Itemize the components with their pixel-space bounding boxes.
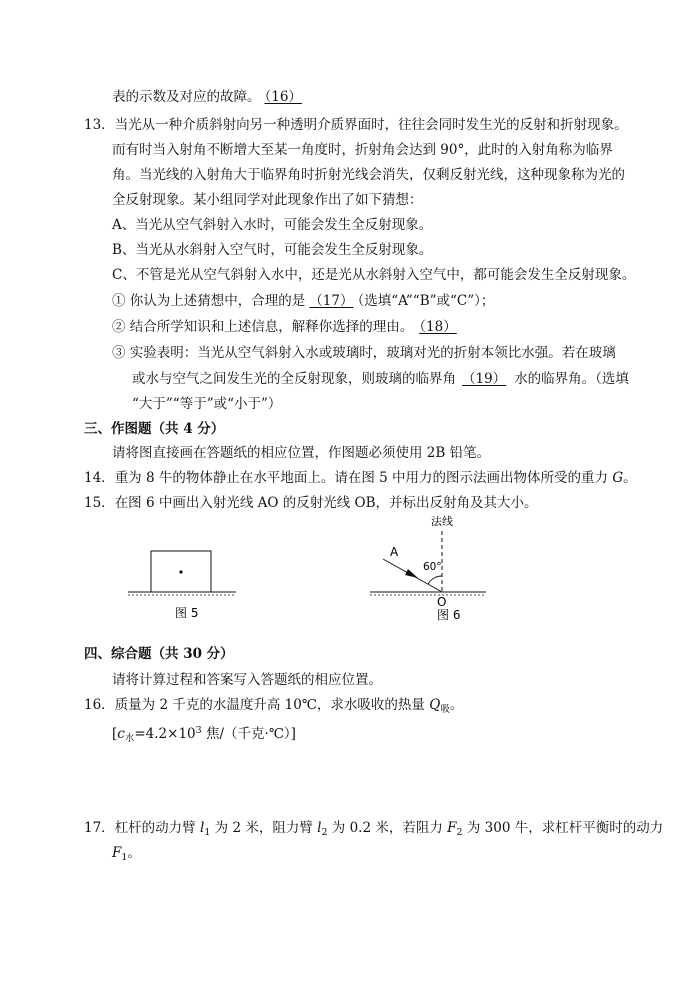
q16-number: 16．: [84, 697, 115, 713]
fig6-ray-arrowhead: [405, 569, 418, 578]
q13-sub-2-text: 结合所学知识和上述信息，解释你选择的理由。: [129, 319, 414, 335]
q12-tail-text: 表的示数及对应的故障。: [112, 89, 261, 105]
q13-sub-3-line-3: “大于”“等于”或“小于”）: [132, 396, 282, 412]
q13-sub-3-text-2: 或水与空气之间发生光的全反射现象，则玻璃的临界角: [132, 371, 456, 387]
q13-sub-3-marker: ③: [112, 345, 126, 361]
fig6-caption: 图 6: [437, 608, 461, 622]
q13-number: 13．: [84, 117, 115, 133]
q13-line-3: 角。当光线的入射角大于临界角时折射光线会消失，仅剩反射光线，这种现象称为光的: [112, 167, 625, 183]
q13-sub-1-text: 你认为上述猜想中，合理的是: [129, 293, 306, 309]
q17-var-l2-sub: 2: [321, 827, 328, 838]
q16-formula-c: c: [117, 726, 125, 742]
section-3-instruction: 请将图直接画在答题纸的相应位置，作图题必须使用 2B 铅笔。: [112, 445, 491, 461]
section-4-title: 四、综合题（共 30 分）: [84, 646, 234, 662]
q16-end: 。: [449, 697, 464, 713]
q16: [84, 696, 463, 719]
fig6-ray-label: A: [390, 545, 399, 559]
q13-option-c: C、不管是光从空气斜射入水中，还是光从水斜射入空气中，都可能会发生全反射现象。: [112, 267, 636, 283]
q16-formula-exponent: 3: [195, 725, 202, 736]
answer-blank-18: （18）: [419, 319, 457, 335]
q14-text: 重为 8 牛的物体静止在水平地面上。请在图 5 中用力的图示法画出物体所受的重力: [114, 470, 609, 486]
section-4-instruction: 请将计算过程和答案写入答题纸的相应位置。: [112, 672, 382, 688]
q16-formula: [112, 722, 296, 748]
q17-var-f2: F: [447, 820, 457, 836]
q17-text-2: 为 2 米，阻力臂: [214, 820, 313, 836]
q13-sub-1-hint: （选填“A”“B”或“C”）；: [357, 293, 495, 309]
fig5-center-point: [179, 570, 182, 573]
q14-number: 14．: [84, 470, 115, 486]
q17-text-3: 为 0.2 米，若阻力: [331, 820, 443, 836]
fig6-angle-label: 60°: [423, 561, 442, 573]
q13-paragraph-1: 当光从一种介质斜射向另一种透明介质界面时，往往会同时发生光的反射和折射现象。: [114, 117, 628, 133]
q15-text: 在图 6 中画出入射光线 AO 的反射光线 OB，并标出反射角及其大小。: [114, 495, 538, 511]
fig6-normal-label: 法线: [431, 515, 453, 528]
q13-sub-3-text-3: 水的临界角。（选填: [514, 371, 629, 387]
q13-sub-1-marker: ①: [112, 293, 126, 309]
q17-var-l1: l: [199, 820, 205, 836]
q17-var-l2: l: [317, 820, 322, 836]
q17-var-f2-sub: 2: [456, 827, 463, 838]
fig6-point-o: O: [437, 595, 447, 609]
q13-line-2: 而有时当入射角不断增大至某一角度时，折射角会达到 90°，此时的入射角称为临界: [112, 142, 613, 158]
q13-option-a: A、当光从空气斜射入水时，可能会发生全反射现象。: [112, 217, 433, 233]
q13-sub-3-text-1: 实验表明：当光从空气斜射入水或玻璃时，玻璃对光的折射本领比水强。若在玻璃: [129, 345, 616, 361]
q17-end: 。: [127, 845, 141, 861]
answer-blank-16: （16）: [264, 89, 302, 105]
q16-formula-unit: 焦/（千克·℃）]: [201, 726, 296, 742]
q17-text-4: 为 300 牛，求杠杆平衡时的动力: [466, 820, 664, 836]
answer-blank-17: （17）: [309, 293, 354, 309]
q17-line-2: [112, 844, 141, 867]
q17-number: 17．: [84, 820, 115, 836]
q17-text-1: 杠杆的动力臂: [114, 820, 196, 836]
q16-formula-value: =4.2×10: [134, 726, 196, 742]
q17-line-1: [84, 819, 663, 842]
q17-var-f1-sub: 1: [121, 852, 128, 863]
figure-6: [370, 514, 486, 622]
q16-variable-q-sub: 吸: [440, 704, 450, 715]
q16-formula-open: [: [112, 726, 118, 742]
q16-text: 质量为 2 千克的水温度升高 10℃，求水吸收的热量: [114, 697, 425, 713]
q17-var-f1: F: [112, 845, 122, 861]
q17-var-l1-sub: 1: [204, 827, 211, 838]
q16-variable-q: Q: [429, 697, 441, 713]
section-3-title: 三、作图题（共 4 分）: [84, 421, 225, 437]
q14-end: 。: [623, 470, 637, 486]
figure-5: [128, 551, 236, 620]
fig5-caption: 图 5: [175, 606, 199, 620]
answer-blank-19: （19）: [462, 371, 507, 387]
q13-option-b: B、当光从水斜射入空气时，可能会发生全反射现象。: [112, 242, 433, 258]
fig6-angle-arc: [428, 576, 442, 584]
q15-number: 15．: [84, 495, 115, 511]
q13-line-4: 全反射现象。某小组同学对此现象作出了如下猜想：: [112, 192, 423, 208]
q14-variable-g: G: [612, 470, 624, 486]
q16-formula-c-sub: 水: [124, 733, 135, 744]
q13-sub-2-marker: ②: [112, 319, 126, 335]
